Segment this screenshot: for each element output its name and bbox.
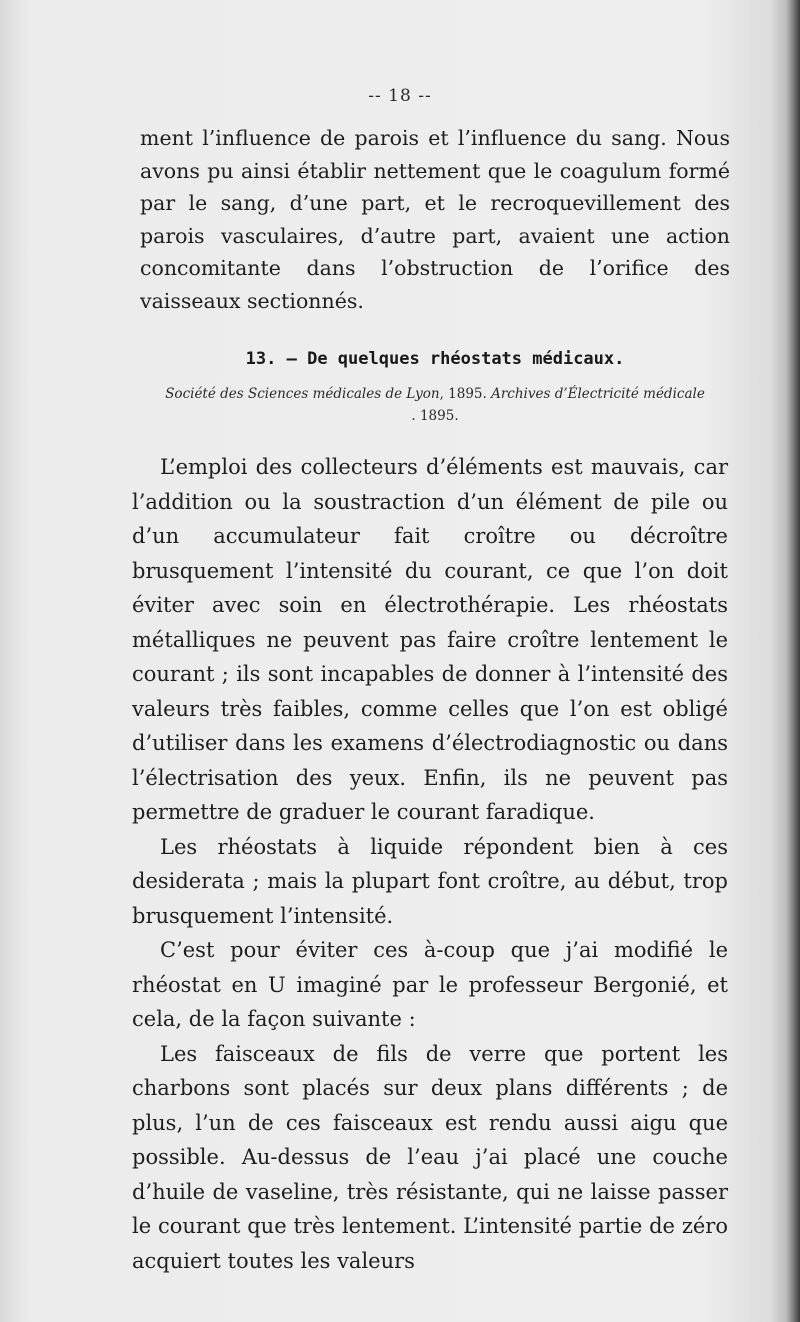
section-dash: — [286, 349, 297, 369]
page-number: -- 18 -- [368, 86, 432, 106]
reference-year-1: , 1895. [439, 386, 492, 402]
section-heading [130, 349, 740, 369]
body-paragraph: L’emploi des collecteurs d’éléments est mauvais, car l’addition ou la soustraction d’un élément de pile ou d’un accumulateur fait croître ou décroître brusquement l’intensité du courant, ce que l’on doit éviter avec soin en électrothérapie. Les rhéostats métalliques ne peuvent pas faire croître lentement le courant ; ils sont incapables de donner à l’intensité des valeurs très faibles, comme celles que l’on est obligé d’utiliser dans les examens d’électrodiagnostic ou dans l’électrisation des yeux. Enfin, ils ne peuvent pas permettre de graduer le courant faradique. [132, 455, 728, 824]
continuation-text: ment l’influence de parois et l’influence du sang. Nous avons pu ainsi établir nettement que le coagulum formé par le sang, d’une part, et le recroquevillement des parois vasculaires, d’autre part, avaient une action concomitante dans l’obstruction de l’orifice des vaisseaux sectionnés. [140, 126, 730, 313]
section-reference [130, 383, 740, 427]
section-number: 13. [245, 349, 277, 369]
section-title: De quelques rhéostats médicaux. [307, 349, 625, 369]
continuation-paragraph [140, 122, 730, 317]
reference-journal-2: Archives d’Électricité médicale [491, 386, 705, 402]
body-paragraph: C’est pour éviter ces à-coup que j’ai modifié le rhéostat en U imaginé par le professeur Bergonié, et cela, de la façon suivante : [132, 938, 728, 1031]
section-body [132, 450, 728, 1278]
reference-journal-1: Société des Sciences médicales de Lyon [165, 386, 440, 402]
reference-year-2: . 1895. [411, 408, 459, 424]
body-paragraph: Les rhéostats à liquide répondent bien à ces desiderata ; mais la plupart font croître, au début, trop brusquement l’intensité. [132, 834, 728, 928]
body-paragraph: Les faisceaux de fils de verre que portent les charbons sont placés sur deux plans différents ; de plus, l’un de ces faisceaux est rendu aussi aigu que possible. Au-dessus de l’eau j’ai placé une couche d’huile de vaseline, très résistante, qui ne laisse passer le courant que très lentement. L’intensité partie de zéro acquiert toutes les valeurs [132, 1041, 728, 1273]
